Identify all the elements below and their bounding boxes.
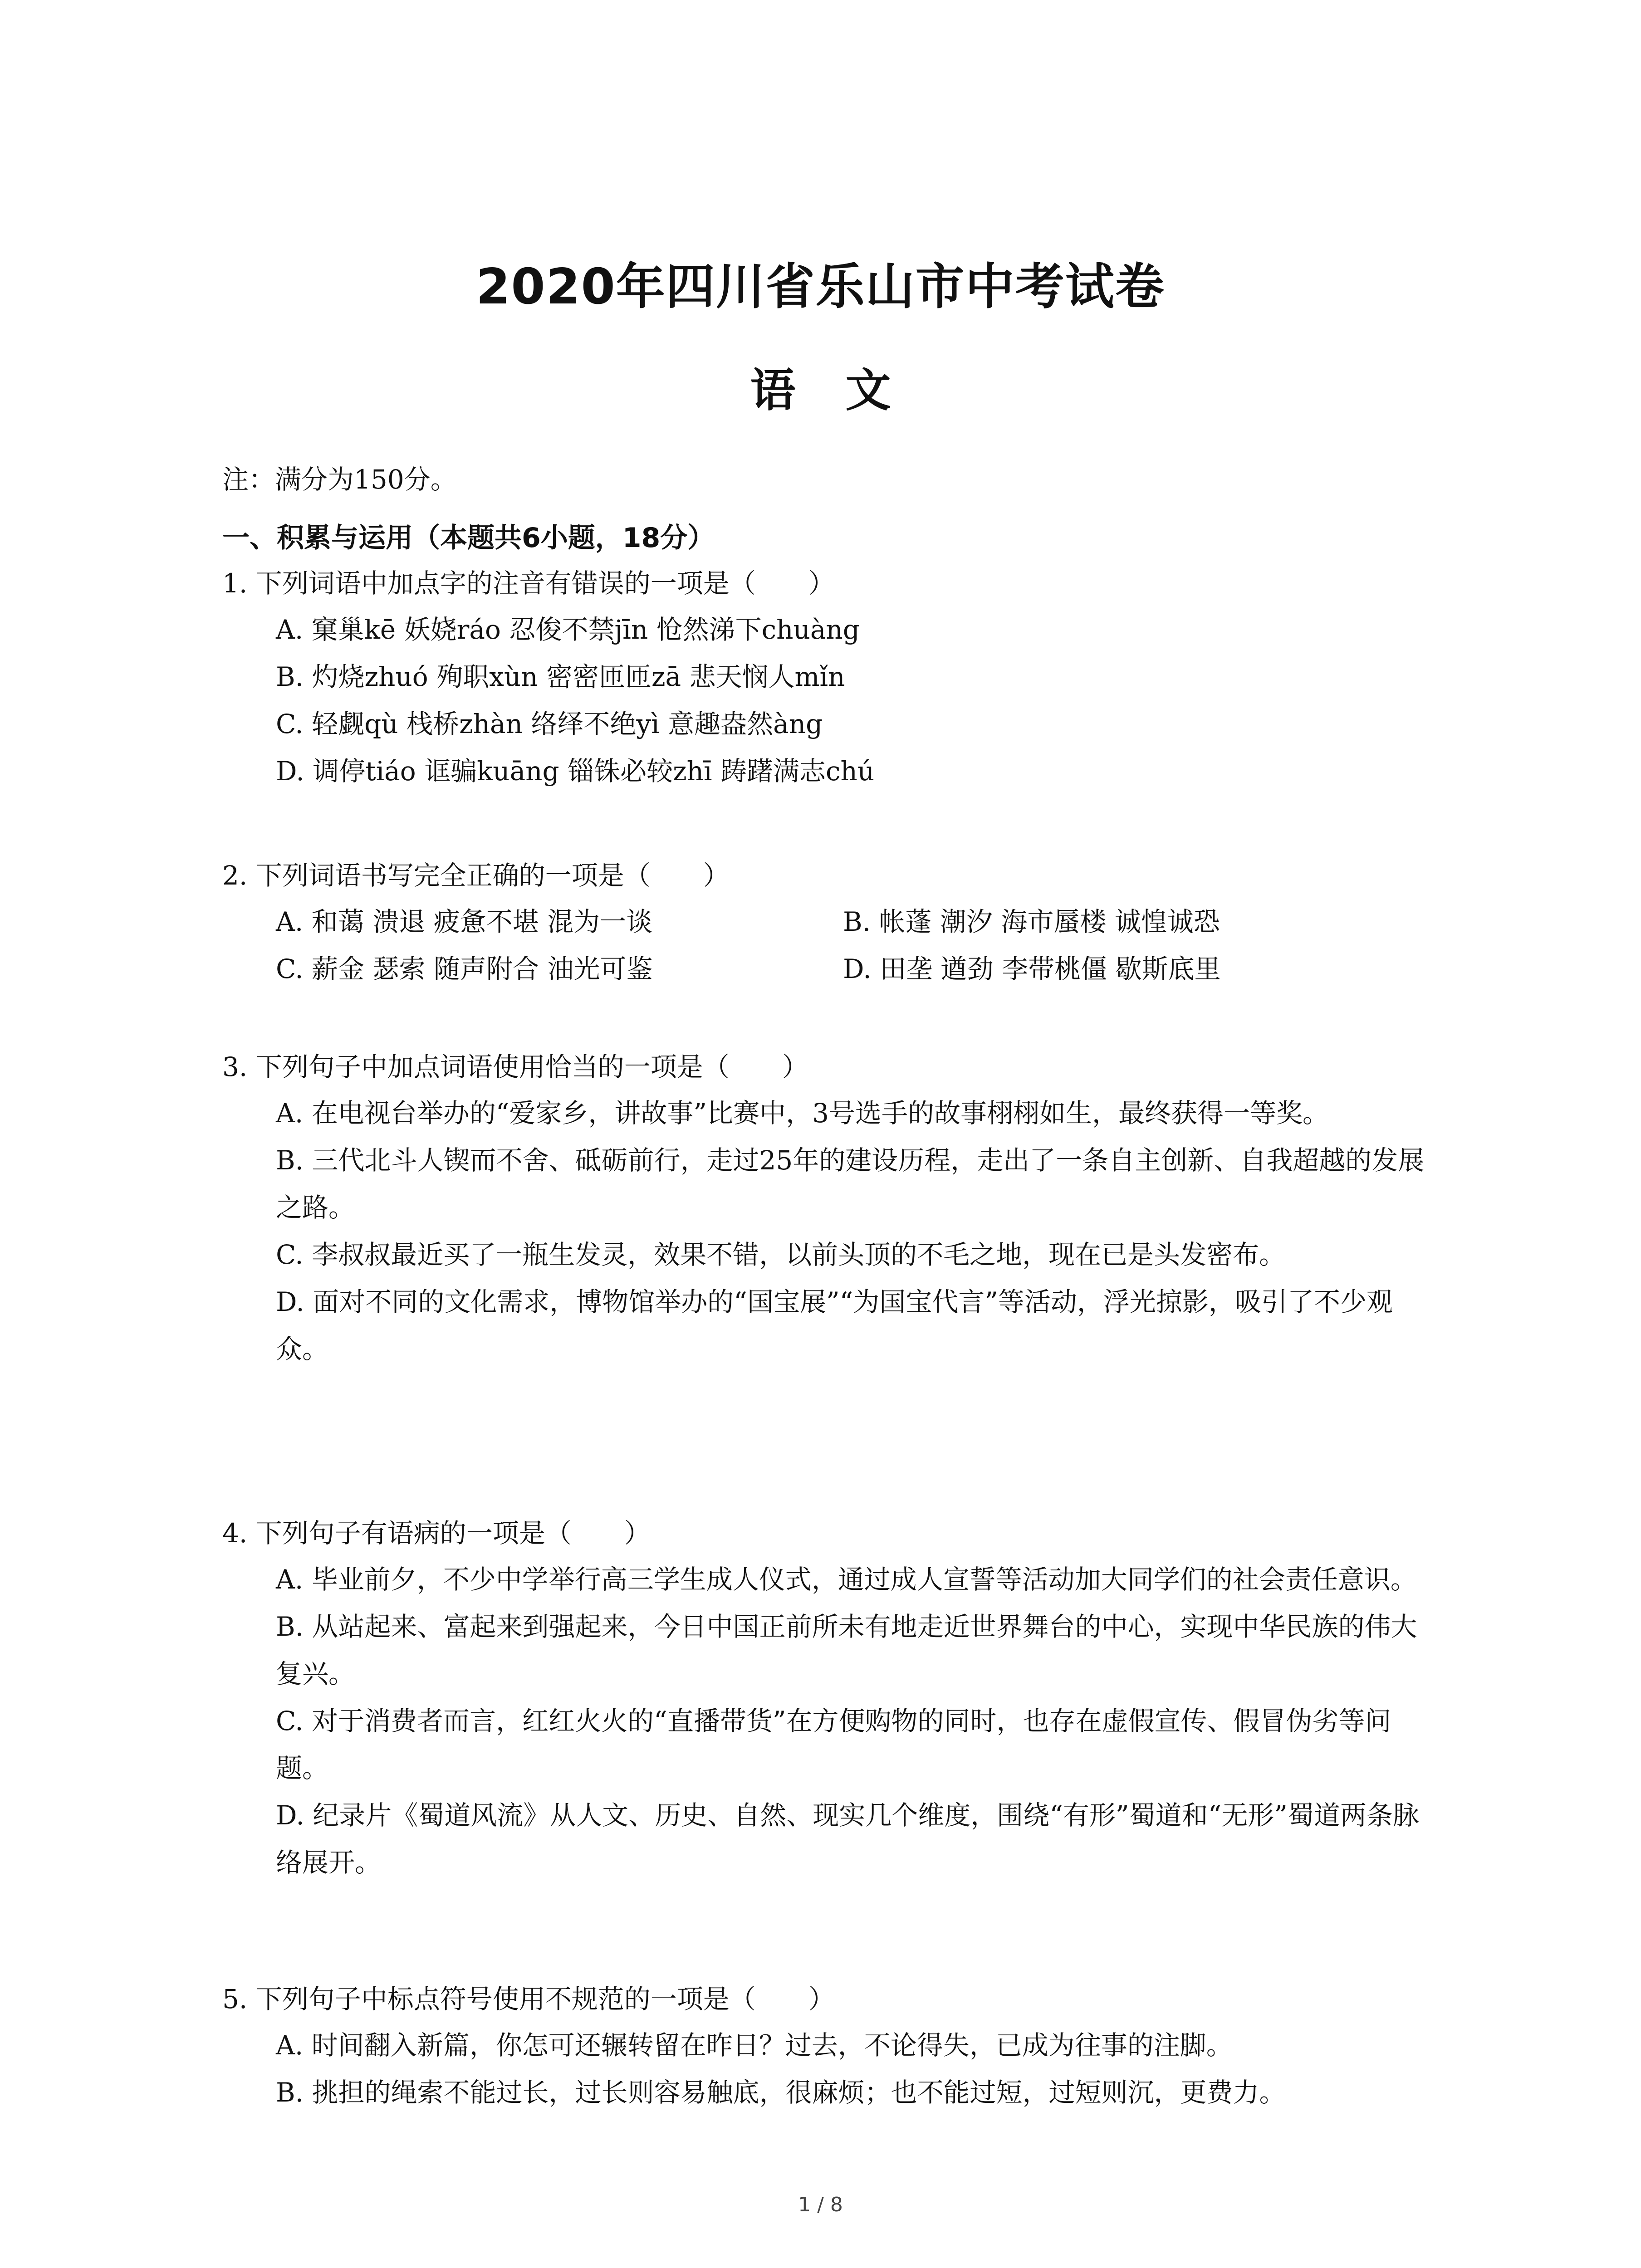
score-note: 注：满分为150分。 bbox=[222, 464, 457, 495]
option-c: C. 对于消费者而言，红红火火的“直播带货”在方便购物的同时，也存在虚假宣传、假冒伪劣等问题。 bbox=[276, 1706, 1391, 1784]
question-stem: 3. 下列句子中加点词语使用恰当的一项是（ ） bbox=[222, 1051, 808, 1082]
option-b: B. 帐蓬 潮汐 海市蜃楼 诚惶诚恐 bbox=[843, 906, 1220, 937]
question-1 bbox=[222, 561, 1429, 795]
subject-heading: 语文 bbox=[750, 364, 941, 417]
option-c: C. 李叔叔最近买了一瓶生发灵，效果不错，以前头顶的不毛之地，现在已是头发密布。 bbox=[276, 1239, 1286, 1270]
question-stem: 1. 下列词语中加点字的注音有错误的一项是（ ） bbox=[222, 568, 835, 599]
option-d: D. 面对不同的文化需求，博物馆举办的“国宝展”“为国宝代言”等活动，浮光掠影，吸引了不少观众。 bbox=[276, 1286, 1393, 1364]
option-c: C. 薪金 瑟索 随声附合 油光可鉴 bbox=[276, 953, 653, 984]
option-a: A. 毕业前夕，不少中学举行高三学生成人仪式，通过成人宣誓等活动加大同学们的社会责任意识。 bbox=[276, 1564, 1417, 1595]
option-b: B. 三代北斗人锲而不舍、砥砺前行，走过25年的建设历程，走出了一条自主创新、自我超越的发展之路。 bbox=[276, 1145, 1425, 1223]
page-number: 1 / 8 bbox=[798, 2193, 843, 2216]
option-d: D. 调停tiáo 诓骗kuāng 锱铢必较zhī 踌躇满志chú bbox=[276, 756, 875, 787]
option-c: C. 轻觑qù 栈桥zhàn 络绎不绝yì 意趣盎然àng bbox=[276, 709, 823, 739]
question-4 bbox=[222, 1510, 1429, 1886]
section-heading: 一、积累与运用（本题共6小题，18分） bbox=[222, 522, 715, 554]
question-2 bbox=[222, 853, 1429, 992]
option-b: B. 挑担的绳索不能过长，过长则容易触底，很麻烦；也不能过短，过短则沉，更费力。 bbox=[276, 2077, 1286, 2108]
option-a: A. 和蔼 溃退 疲惫不堪 混为一谈 bbox=[276, 906, 653, 937]
question-3 bbox=[222, 1044, 1429, 1373]
option-b: B. 从站起来、富起来到强起来，今日中国正前所未有地走近世界舞台的中心，实现中华民族的伟大复兴。 bbox=[276, 1611, 1417, 1689]
question-stem: 5. 下列句子中标点符号使用不规范的一项是（ ） bbox=[222, 1984, 835, 2014]
exam-title: 2020年四川省乐山市中考试卷 bbox=[476, 259, 1165, 315]
option-d: D. 纪录片《蜀道风流》从人文、历史、自然、现实几个维度，围绕“有形”蜀道和“无形”蜀道两条脉络展开。 bbox=[276, 1800, 1419, 1878]
option-d: D. 田垄 遒劲 李带桃僵 歇斯底里 bbox=[843, 953, 1221, 984]
option-a: A. 时间翻入新篇，你怎可还辗转留在昨日？过去，不论得失，已成为往事的注脚。 bbox=[276, 2030, 1233, 2061]
question-stem: 4. 下列句子有语病的一项是（ ） bbox=[222, 1518, 651, 1549]
option-a: A. 在电视台举办的“爱家乡，讲故事”比赛中，3号选手的故事栩栩如生，最终获得一等奖。 bbox=[276, 1098, 1329, 1129]
question-stem: 2. 下列词语书写完全正确的一项是（ ） bbox=[222, 860, 730, 891]
question-5 bbox=[222, 1976, 1429, 2116]
option-a: A. 窠巢kē 妖娆ráo 忍俊不禁jīn 怆然涕下chuàng bbox=[276, 614, 860, 645]
options-grid bbox=[222, 898, 1429, 992]
option-b: B. 灼烧zhuó 殉职xùn 密密匝匝zā 悲天悯人mǐn bbox=[276, 661, 845, 692]
